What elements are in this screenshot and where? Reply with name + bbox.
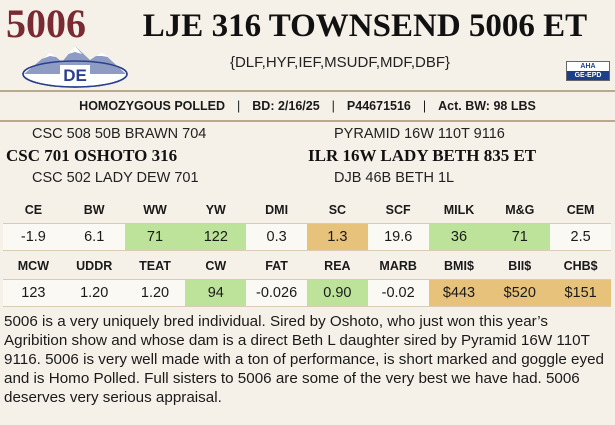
epd-value: 6.1 xyxy=(64,223,125,251)
badge-line1: AHA xyxy=(580,63,596,70)
separator: | xyxy=(237,99,241,113)
pedigree-sire-dam: CSC 502 LADY DEW 701 xyxy=(32,170,199,186)
epd-header: CEM xyxy=(566,203,595,217)
epd-header: YW xyxy=(205,203,226,217)
epd-value: 94 xyxy=(185,279,246,307)
epd-value: -0.02 xyxy=(368,279,429,307)
lot-number: 5006 xyxy=(6,1,86,46)
epd-value: -1.9 xyxy=(3,223,64,251)
epd-value: 1.20 xyxy=(125,279,186,307)
epd-value: 1.20 xyxy=(64,279,125,307)
pedigree-sire-sire: CSC 508 50B BRAWN 704 xyxy=(32,126,207,142)
epd-header: CE xyxy=(24,203,43,217)
birth-weight: Act. BW: 98 LBS xyxy=(438,99,536,113)
epd-value: $443 xyxy=(429,279,490,307)
epd-value: 0.90 xyxy=(307,279,368,307)
epd-value-row xyxy=(3,223,611,251)
epd-value: 36 xyxy=(429,223,490,251)
epd-header: BW xyxy=(83,203,105,217)
aha-ge-epd-badge xyxy=(566,61,610,81)
epd-table-2 xyxy=(3,253,611,307)
epd-header: CW xyxy=(205,259,227,273)
epd-value: -0.026 xyxy=(246,279,307,307)
pedigree-dam-sire: PYRAMID 16W 110T 9116 xyxy=(334,126,505,142)
epd-value: 123 xyxy=(3,279,64,307)
polled-status: HOMOZYGOUS POLLED xyxy=(79,99,226,113)
bottom-divider xyxy=(0,120,615,122)
pedigree-sire: CSC 701 OSHOTO 316 xyxy=(6,146,178,165)
epd-header: MARB xyxy=(379,259,417,273)
epd-table-1 xyxy=(3,197,611,251)
epd-value: 19.6 xyxy=(368,223,429,251)
genetic-codes: {DLF,HYF,IEF,MSUDF,MDF,DBF} xyxy=(229,54,451,71)
epd-value-row xyxy=(3,279,611,307)
bull-description: 5006 is a very uniquely bred individual. Sired by Oshoto, who just won this year’s Agribition show and whose dam is a direct Beth L daughter sired by Pyramid 16W 110T 9116. 5006 is very well made with a ton of performance, is short marked and goggle eyed and is Homo Polled. Full sisters to 5006 are some of the very best we have had. 5006 deserves very serious appraisal. xyxy=(4,313,604,406)
bull-name: LJE 316 TOWNSEND 5006 ET xyxy=(142,8,588,44)
epd-header: MCW xyxy=(17,259,50,273)
epd-value: $151 xyxy=(550,279,611,307)
epd-header: DMI xyxy=(265,203,289,217)
epd-value: 2.5 xyxy=(550,223,611,251)
epd-header: UDDR xyxy=(76,259,113,273)
epd-header: MILK xyxy=(443,203,475,217)
epd-header: SC xyxy=(328,203,347,217)
badge-line2: GE-EPD xyxy=(567,71,609,80)
epd-value: 0.3 xyxy=(246,223,307,251)
epd-header-row xyxy=(3,253,611,279)
epd-header: SCF xyxy=(385,203,411,217)
registration-number: P44671516 xyxy=(346,99,411,113)
epd-header: BII$ xyxy=(508,259,532,273)
epd-value: 71 xyxy=(489,223,550,251)
epd-value: $520 xyxy=(489,279,550,307)
mountain-logo xyxy=(20,44,130,90)
epd-header: WW xyxy=(143,203,167,217)
birth-date: BD: 2/16/25 xyxy=(252,99,320,113)
logo-letters: DE xyxy=(63,66,87,85)
pedigree-dam-dam: DJB 46B BETH 1L xyxy=(334,170,455,186)
epd-value: 71 xyxy=(125,223,186,251)
epd-header: M&G xyxy=(505,203,535,217)
separator: | xyxy=(422,99,427,113)
pedigree-dam: ILR 16W LADY BETH 835 ET xyxy=(308,146,537,165)
separator: | xyxy=(331,99,335,113)
info-bar xyxy=(0,92,615,120)
epd-value: 1.3 xyxy=(307,223,368,251)
epd-header-row xyxy=(3,197,611,223)
epd-header: CHB$ xyxy=(563,259,598,273)
epd-header: BMI$ xyxy=(444,259,474,273)
epd-header: REA xyxy=(324,259,351,273)
epd-header: FAT xyxy=(265,259,288,273)
epd-header: TEAT xyxy=(139,259,171,273)
epd-value: 122 xyxy=(185,223,246,251)
